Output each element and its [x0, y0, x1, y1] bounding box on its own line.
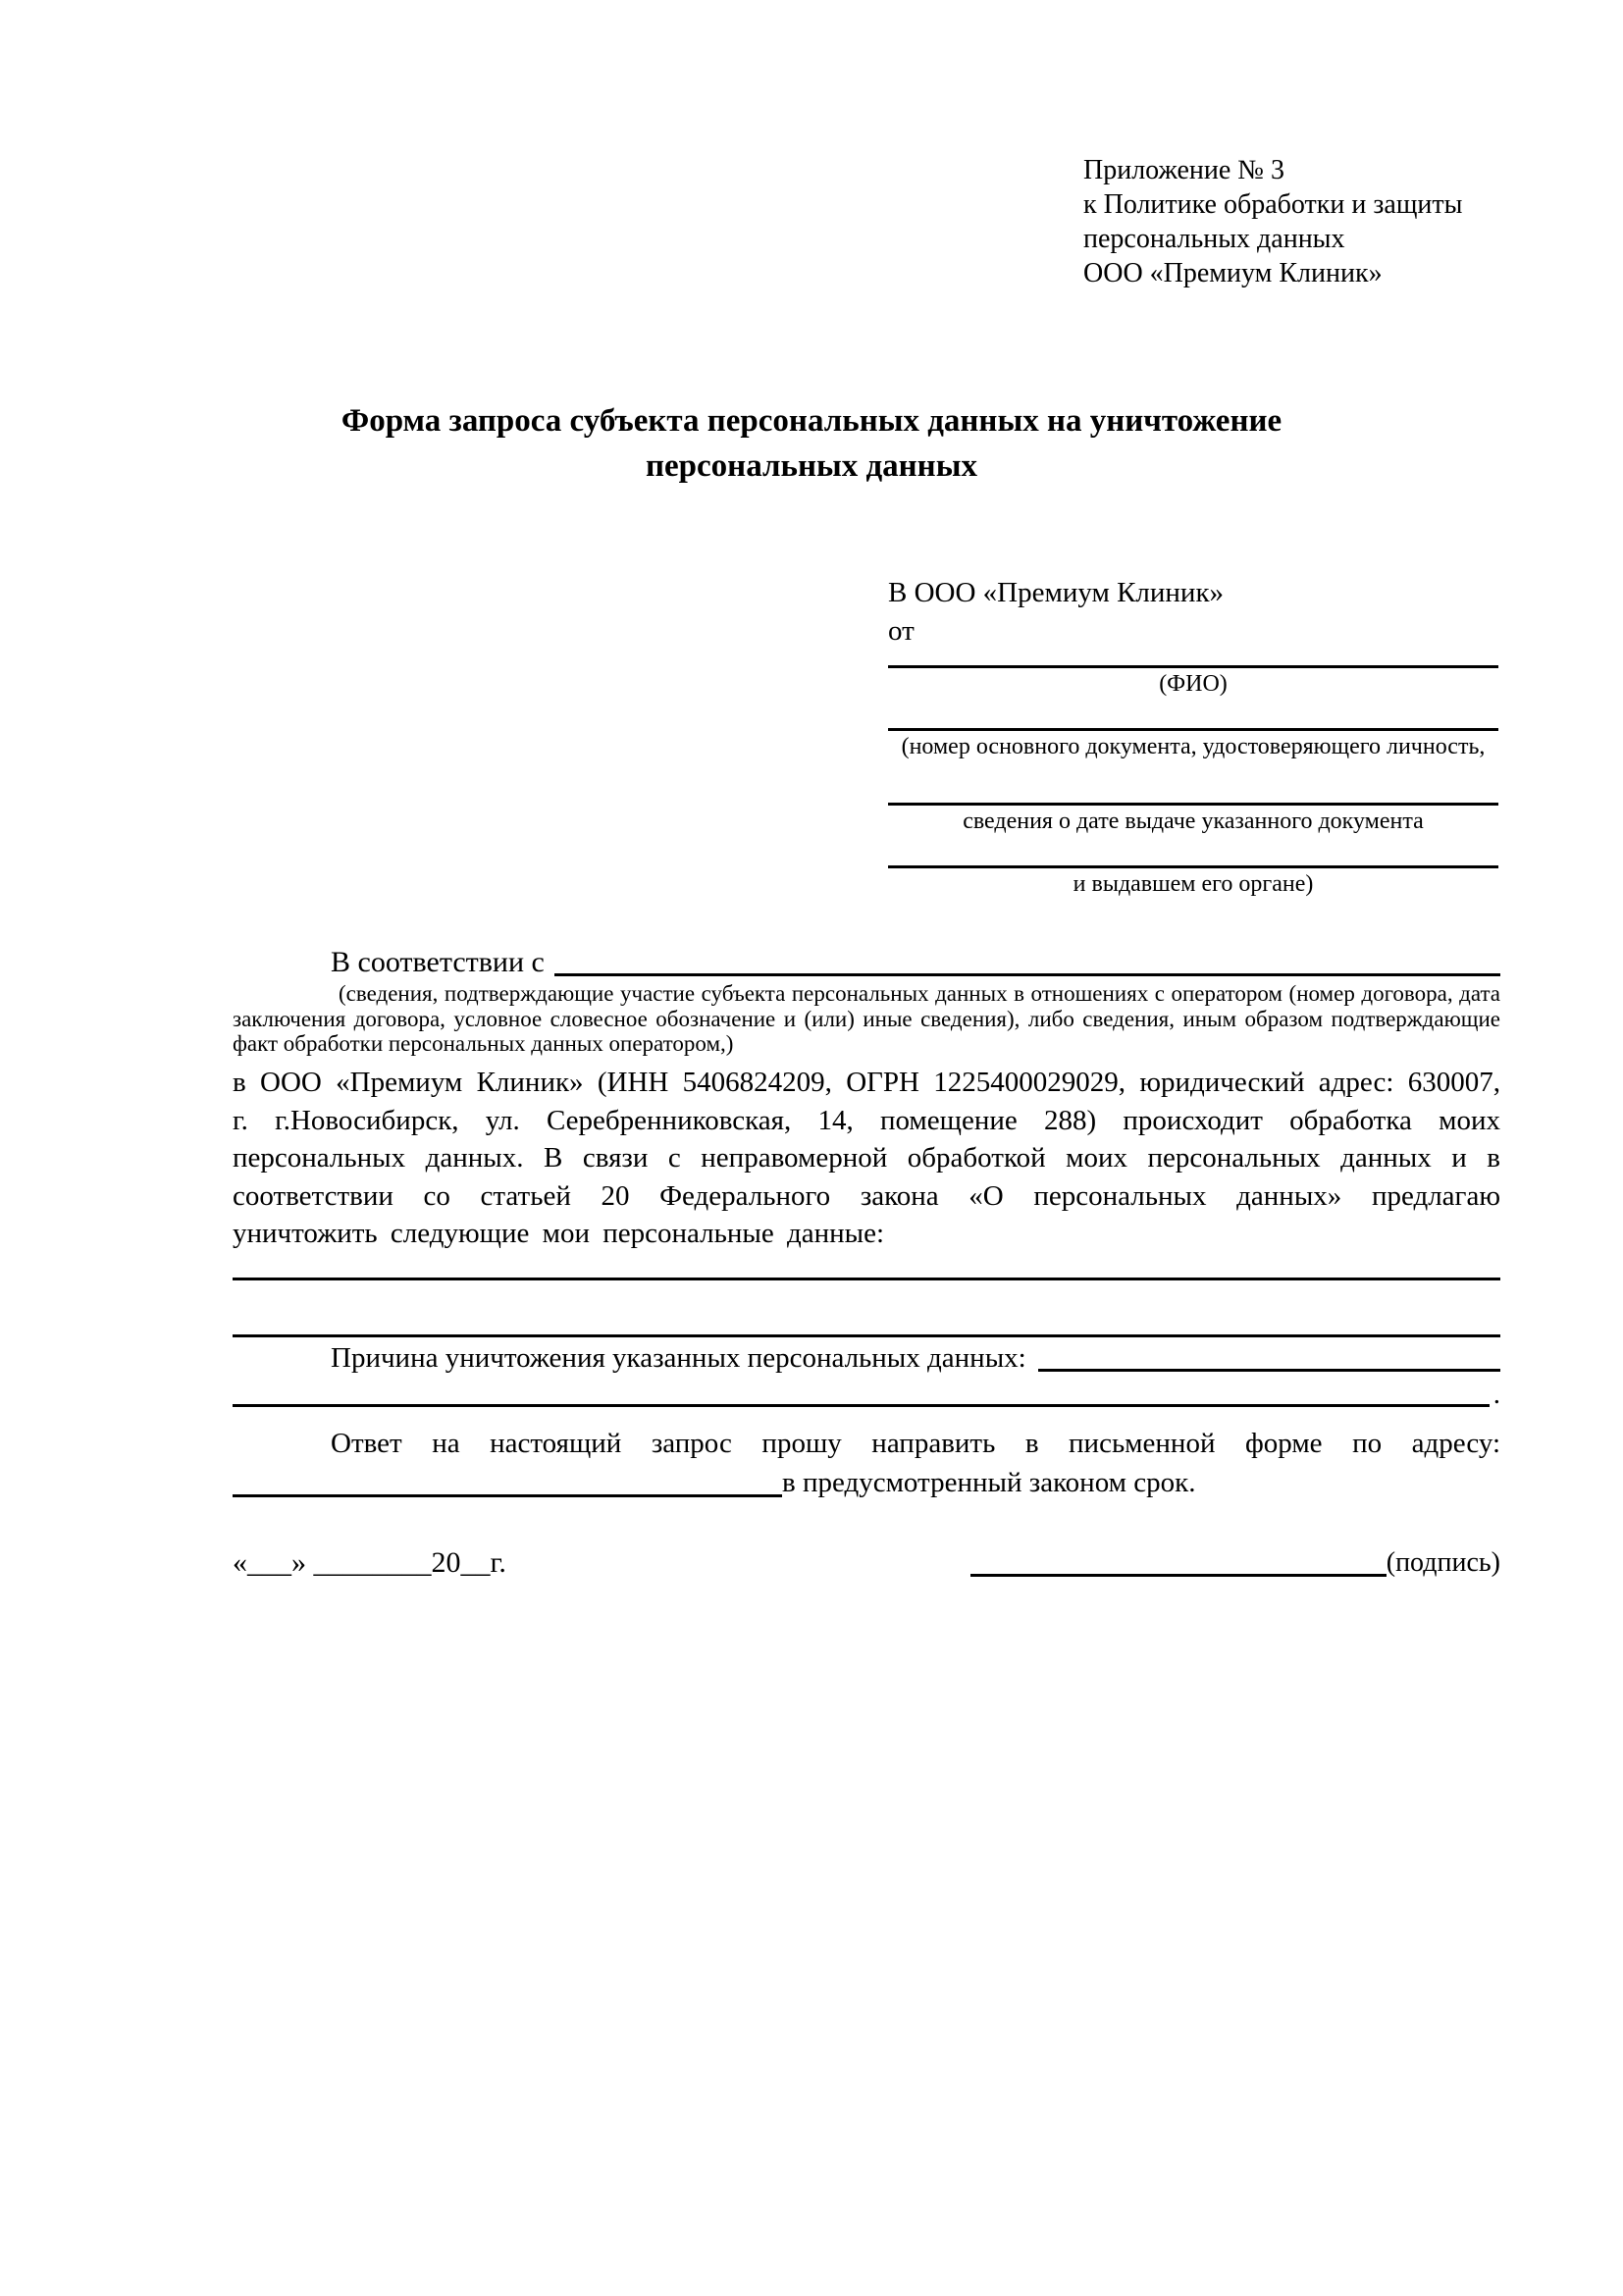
answer-paragraph: Ответ на настоящий запрос прошу направить в письменной форме по адресу:	[331, 1428, 1500, 1459]
page-title-line: Форма запроса субъекта персональных данных на уничтожение	[340, 403, 1283, 439]
fio-fill-line	[888, 638, 1498, 668]
answer-address-row	[233, 1464, 1500, 1501]
signature-block	[970, 1544, 1500, 1582]
addressee-from-label: от	[888, 615, 915, 647]
reason-fill-line	[1038, 1368, 1500, 1372]
issue-date-fill-line	[888, 775, 1498, 806]
appendix-note-line: персональных данных	[1083, 224, 1345, 254]
accordance-lead: В соответствии с	[331, 946, 545, 978]
appendix-note-line: к Политике обработки и защиты	[1083, 189, 1463, 220]
footer-row	[233, 1544, 1500, 1582]
reason-fill-line	[233, 1403, 1490, 1407]
document-number-caption: (номер основного документа, удостоверяющего личность,	[901, 734, 1486, 759]
issue-date-caption: сведения о дате выдаче указанного документа	[963, 809, 1424, 834]
addressee-organization: В ООО «Премиум Клиник»	[888, 577, 1225, 608]
reason-row	[233, 1340, 1500, 1376]
date-blank: «___» ________20__г.	[233, 1546, 506, 1579]
issuing-authority-caption: и выдавшем его органе)	[1073, 871, 1314, 897]
reason-continuation-row	[233, 1378, 1500, 1411]
issuing-authority-fill-line	[888, 838, 1498, 868]
period-mark: .	[1492, 1379, 1500, 1410]
appendix-note-line: ООО «Премиум Клиник»	[1083, 258, 1383, 288]
accordance-note: (сведения, подтверждающие участие субъекта персональных данных в отношениях с оператором (номер договора, дата заключения договора, условное словесное обозначение и (или) иные сведения), либо сведения, иным образом подтверждающие факт обработки персональных данных оператором,)	[233, 981, 1500, 1056]
appendix-note	[1083, 153, 1515, 290]
body-paragraph: в ООО «Премиум Клиник» (ИНН 5406824209, ОГРН 1225400029029, юридический адрес: 630007, г. г.Новосибирск, ул. Серебренниковская, 14, помещение 288) происходит обработка моих персональных данных. В связи с неправомерной обработкой моих персональных данных и в соответствии со статьей 20 Федерального закона «О персональных данных» предлагаю уничтожить следующие мои персональные данные:	[233, 1067, 1500, 1249]
signature-caption: (подпись)	[1386, 1547, 1500, 1578]
document-number-fill-line	[888, 701, 1498, 731]
page-title	[0, 398, 1623, 489]
signature-fill-line	[970, 1573, 1387, 1577]
answer-suffix: в предусмотренный законом срок.	[782, 1467, 1196, 1498]
fio-caption: (ФИО)	[1159, 671, 1228, 697]
reason-label: Причина уничтожения указанных персональных данных:	[331, 1342, 1026, 1374]
data-fill-line	[233, 1248, 1500, 1280]
page-title-line: персональных данных	[646, 448, 977, 484]
accordance-fill-line	[554, 972, 1500, 976]
address-fill-line	[233, 1493, 782, 1497]
appendix-note-line: Приложение № 3	[1083, 155, 1284, 185]
data-fill-line	[233, 1305, 1500, 1337]
accordance-row	[233, 945, 1500, 980]
